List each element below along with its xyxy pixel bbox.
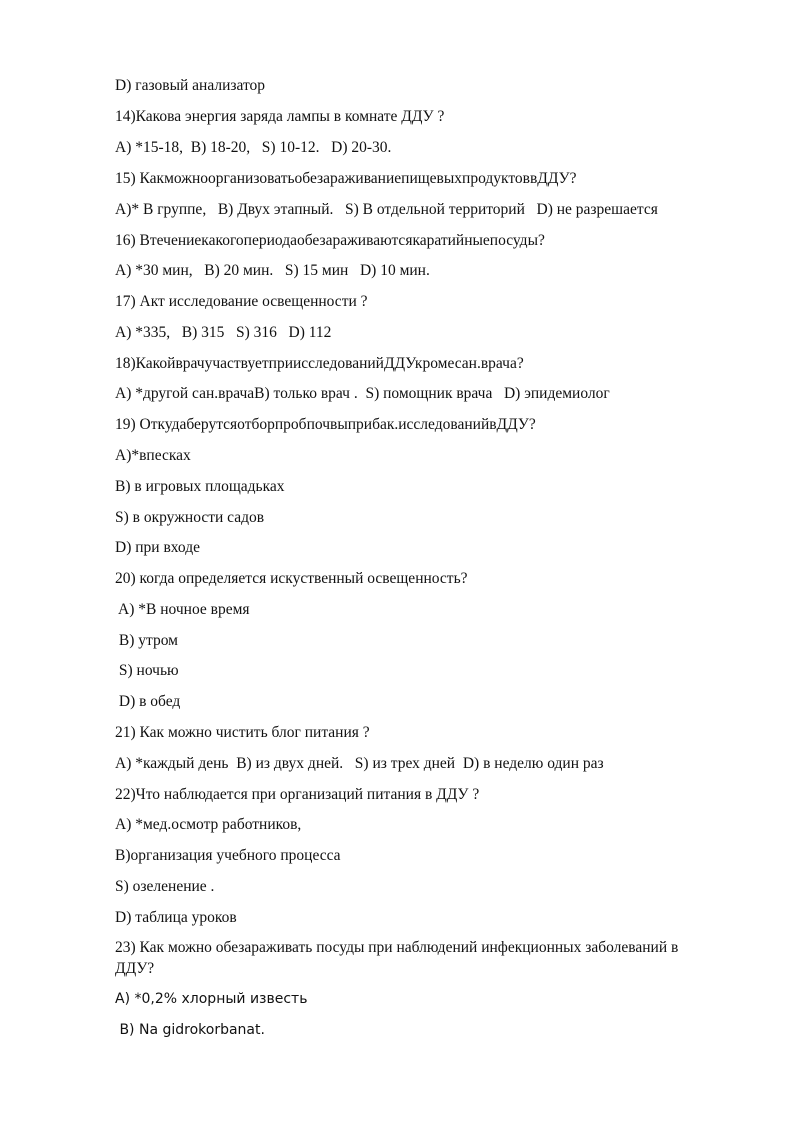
answer-line: A) *335, B) 315 S) 316 D) 112: [115, 324, 332, 341]
answer-line: A) *0,2% хлорный известь: [115, 991, 308, 1007]
question-line: 23) Как можно обезараживать посуды при наблюдений инфекционных заболеваний в ДДУ?: [115, 939, 679, 977]
answer-line: D) газовый анализатор: [115, 77, 266, 94]
question-line: 22)Что наблюдается при организаций питания в ДДУ ?: [115, 786, 480, 803]
answer-line: D) при входе: [115, 539, 200, 556]
answer-line: A) *15-18, B) 18-20, S) 10-12. D) 20-30.: [115, 139, 392, 156]
answer-line: S) ночью: [115, 662, 179, 679]
answer-line: B) утром: [115, 632, 178, 649]
question-line: 18)КакойврачучаствуетприисследованийДДУкромесан.врача?: [115, 355, 524, 372]
answer-line: A)* В группе, B) Двух этапный. S) В отдельной территорий D) не разрешается: [115, 201, 658, 218]
answer-line: S) озеленение .: [115, 878, 215, 895]
answer-line: A) *мед.осмотр работников,: [115, 816, 302, 833]
question-line: 20) когда определяется искуственный освещенность?: [115, 570, 468, 587]
question-line: 15) КакможноорганизоватьобезараживаниепищевыхпродуктоввДДУ?: [115, 170, 577, 187]
question-line: 14)Какова энергия заряда лампы в комнате ДДУ ?: [115, 108, 445, 125]
answer-line: A)*впесках: [115, 447, 191, 464]
answer-line: A) *30 мин, B) 20 мин. S) 15 мин D) 10 мин.: [115, 262, 430, 279]
question-line: 21) Как можно чистить блог питания ?: [115, 724, 370, 741]
question-line: 17) Акт исследование освещенности ?: [115, 293, 368, 310]
answer-line: B)организация учебного процесса: [115, 847, 341, 864]
question-line: 16) Втечениекакогопериодаобезараживаютсякаратийныепосуды?: [115, 232, 545, 249]
answer-line: D) таблица уроков: [115, 909, 237, 926]
answer-line: A) *каждый день B) из двух дней. S) из трех дней D) в неделю один раз: [115, 755, 604, 772]
question-line: 19) Откудаберутсяотборпробпочвыприбак.исследованийвДДУ?: [115, 416, 536, 433]
answer-line: D) в обед: [115, 693, 181, 710]
answer-line: S) в окружности садов: [115, 509, 265, 526]
answer-line: B) в игровых площадьках: [115, 478, 285, 495]
answer-line: A) *В ночное время: [115, 601, 250, 618]
answer-line: A) *другой сан.врачаB) только врач . S) помощник врача D) эпидемиолог: [115, 385, 610, 402]
answer-line: B) Na gidrokorbanat.: [115, 1022, 265, 1038]
